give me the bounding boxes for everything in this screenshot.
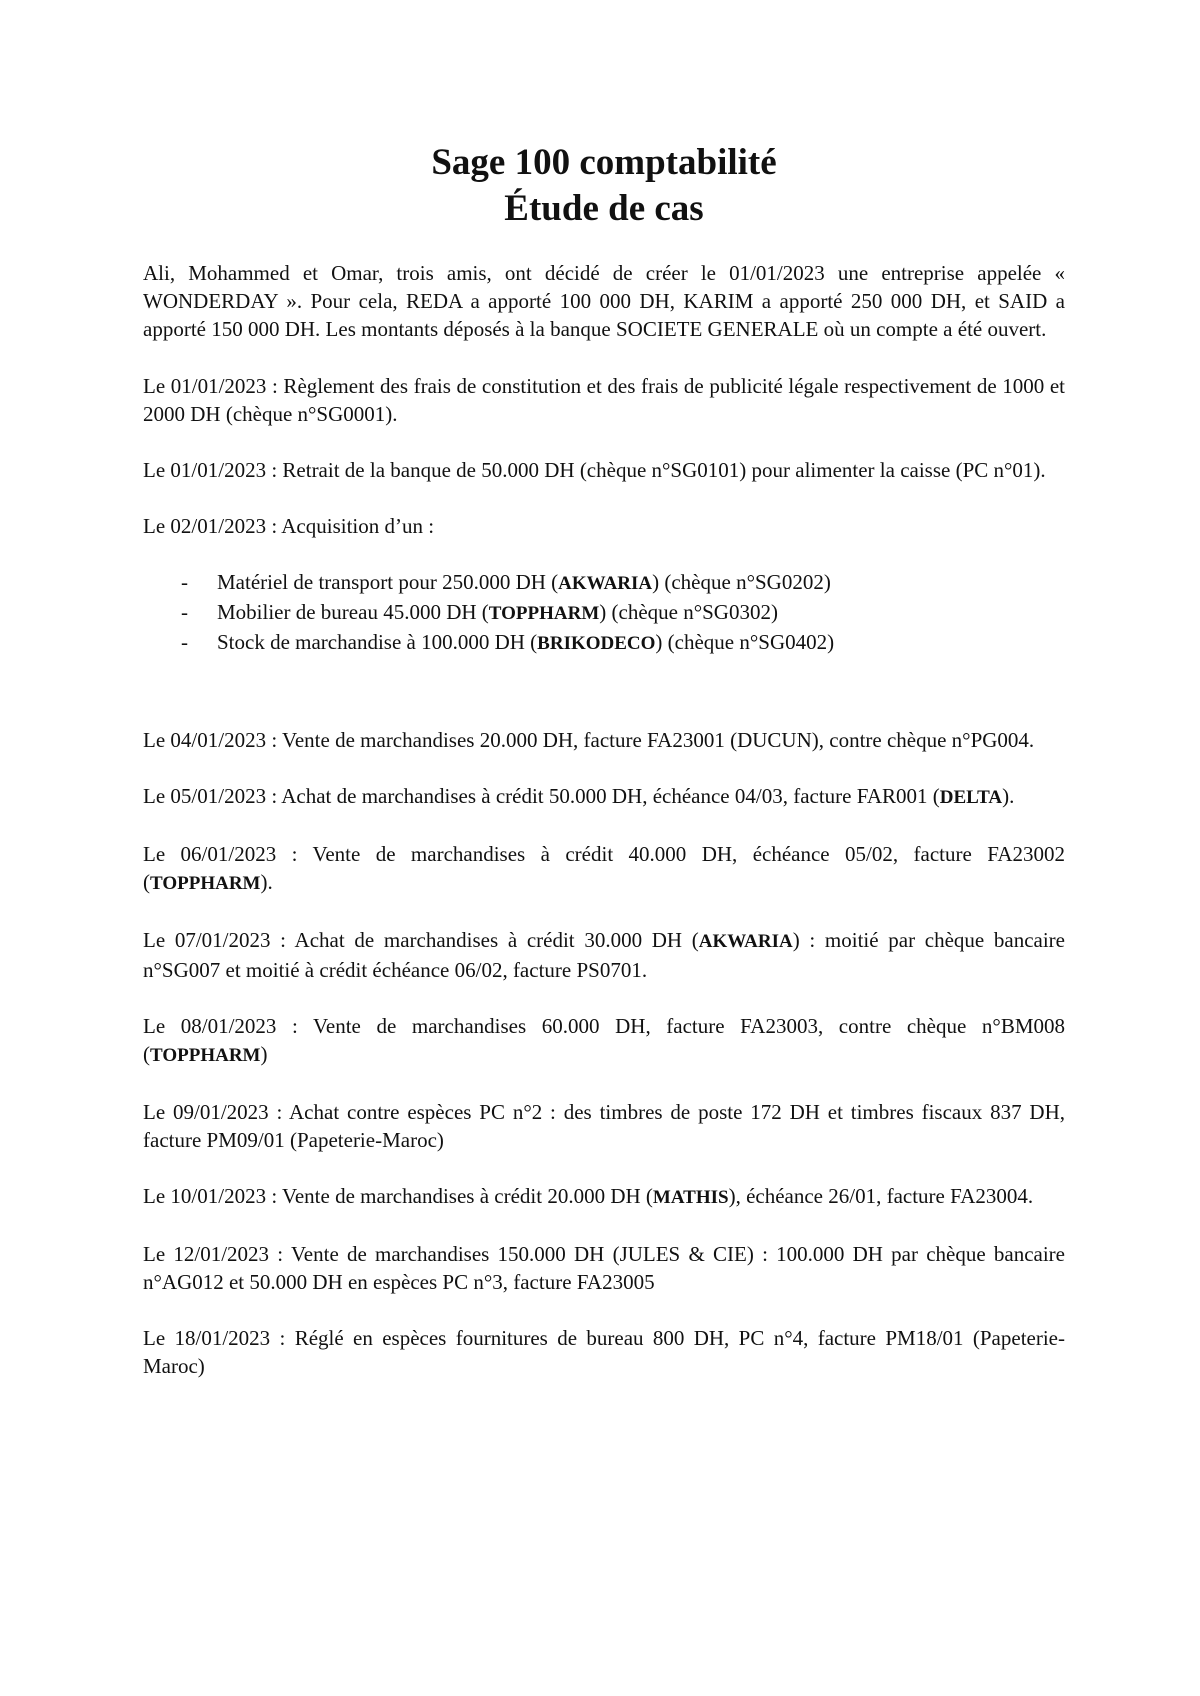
client-name: TOPPHARM [150,1045,261,1066]
operation-paragraph: Le 10/01/2023 : Vente de marchandises à crédit 20.000 DH (MATHIS), échéance 26/01, facture FA23004. [143,1184,1034,1208]
title-line-1: Sage 100 comptabilité [431,142,777,183]
operation-paragraph: Le 08/01/2023 : Vente de marchandises 60.000 DH, facture FA23003, contre chèque n°BM008 (TOPPHARM) [143,1014,1065,1066]
operation-paragraph: Le 02/01/2023 : Acquisition d’un : [143,514,435,538]
acquisition-list [143,568,1065,658]
operation-paragraph: Le 05/01/2023 : Achat de marchandises à crédit 50.000 DH, échéance 04/03, facture FAR001 (DELTA). [143,784,1015,808]
client-name: MATHIS [652,1187,729,1208]
title-line-2: Étude de cas [504,188,704,229]
bullet-dash: - [181,570,188,594]
bullet-dash: - [181,600,188,624]
client-name: TOPPHARM [150,873,261,894]
document-page [143,140,1065,1408]
operation-paragraph: Le 01/01/2023 : Règlement des frais de constitution et des frais de publicité légale respectivement de 1000 et 2000 DH (chèque n°SG0001). [143,374,1065,426]
supplier-name: BRIKODECO [537,633,656,654]
list-item: - Stock de marchandise à 100.000 DH (BRIKODECO) (chèque n°SG0402) [181,630,835,654]
supplier-name: AKWARIA [558,573,653,594]
list-item: - Matériel de transport pour 250.000 DH (AKWARIA) (chèque n°SG0202) [181,570,831,594]
operation-paragraph: Le 18/01/2023 : Réglé en espèces fournitures de bureau 800 DH, PC n°4, facture PM18/01 (Papeterie-Maroc) [143,1326,1065,1378]
supplier-name: DELTA [939,787,1003,808]
document-title [143,140,1065,232]
bullet-dash: - [181,630,188,654]
supplier-name: AKWARIA [698,931,793,952]
operation-paragraph: Le 01/01/2023 : Retrait de la banque de 50.000 DH (chèque n°SG0101) pour alimenter la caisse (PC n°01). [143,458,1046,482]
operation-paragraph: Le 12/01/2023 : Vente de marchandises 150.000 DH (JULES & CIE) : 100.000 DH par chèque bancaire n°AG012 et 50.000 DH en espèces PC n°3, facture FA23005 [143,1242,1065,1294]
operation-paragraph: Le 06/01/2023 : Vente de marchandises à crédit 40.000 DH, échéance 05/02, facture FA23002 (TOPPHARM). [143,842,1065,894]
operation-paragraph: Le 09/01/2023 : Achat contre espèces PC n°2 : des timbres de poste 172 DH et timbres fiscaux 837 DH, facture PM09/01 (Papeterie-Maroc) [143,1100,1065,1152]
supplier-name: TOPPHARM [488,603,600,624]
operation-paragraph: Le 07/01/2023 : Achat de marchandises à crédit 30.000 DH (AKWARIA) : moitié par chèque bancaire n°SG007 et moitié à crédit échéance 06/02, facture PS0701. [143,928,1065,982]
operation-paragraph: Le 04/01/2023 : Vente de marchandises 20.000 DH, facture FA23001 (DUCUN), contre chèque n°PG004. [143,728,1035,752]
intro-paragraph: Ali, Mohammed et Omar, trois amis, ont décidé de créer le 01/01/2023 une entreprise appelée « WONDERDAY ». Pour cela, REDA a apporté 100 000 DH, KARIM a apporté 250 000 DH, et SAID a apporté 150 000 DH. Les montants déposés à la banque SOCIETE GENERALE où un compte a été ouvert. [143,261,1065,341]
list-item: - Mobilier de bureau 45.000 DH (TOPPHARM) (chèque n°SG0302) [181,600,778,624]
